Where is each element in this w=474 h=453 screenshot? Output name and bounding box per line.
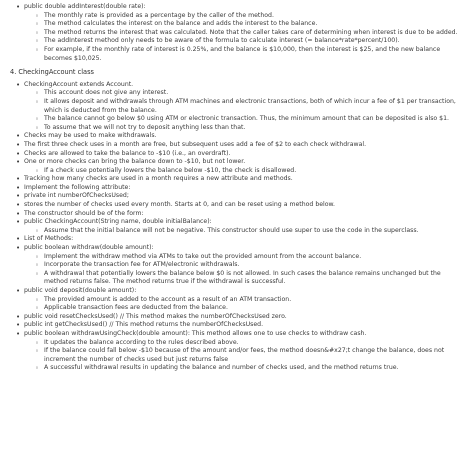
list-item: ◦ If the balance could fall below -$10 because of the amount and/or fees, the method doesn&#x27;t change the balance, does not increment the number of checks used but just returns false (10, 347, 466, 364)
get-checks-method: • public int getChecksUsed() // This method returns the numberOfChecksUsed. (10, 321, 466, 330)
list-item: • CheckingAccount extends Account. (10, 81, 466, 90)
list-item: ◦ Applicable transaction fees are deducted from the balance. (10, 304, 466, 313)
list-item: ◦ A successful withdrawal results in updating the balance and number of checks used, and the method returns true. (10, 364, 466, 373)
list-item: ◦ A withdrawal that potentially lowers the balance below $0 is not allowed. In such cases the balance remains unchanged but the method returns false. The method returns true if the withdrawal is successful. (10, 270, 466, 287)
withdraw-method: • public boolean withdraw(double amount): (10, 244, 466, 253)
list-item: • Checks are allowed to take the balance to -$10 (i.e., an overdraft). (10, 150, 466, 159)
list-item: ◦ To assume that we will not try to deposit anything less than that. (10, 124, 466, 133)
list-item: ◦ If a check use potentially lowers the balance below -$10, the check is disallowed. (10, 167, 466, 176)
list-item: ◦ The method returns the interest that was calculated. Note that the caller takes care of determining when interest is due to be added. (10, 29, 466, 38)
add-interest-method: • public double addInterest(double rate): (10, 3, 466, 12)
list-item: ◦ The method calculates the interest on the balance and adds the interest to the balance. (10, 20, 466, 29)
list-item: • Tracking how many checks are used in a month requires a new attribute and methods. (10, 175, 466, 184)
list-item: • Implement the following attribute: (10, 184, 466, 193)
list-item: ◦ It updates the balance according to the rules described above. (10, 339, 466, 348)
list-item: • List of Methods: (10, 235, 466, 244)
list-item: • public CheckingAccount(String name, double initialBalance): (10, 218, 466, 227)
list-item: • Checks may be used to make withdrawals. (10, 132, 466, 141)
list-item: ◦ The monthly rate is provided as a percentage by the caller of the method. (10, 12, 466, 21)
deposit-method: • public void deposit(double amount): (10, 287, 466, 296)
list-item: ◦ The addInterest method only needs to be aware of the formula to calculate interest (= balance*rate*percent/100). (10, 37, 466, 46)
withdraw-using-check-method: • public boolean withdrawUsingCheck(double amount): This method allows one to use checks to withdraw cash. (10, 330, 466, 339)
add-interest-section (10, 3, 466, 63)
list-item: ◦ Incorporate the transaction fee for ATM/electronic withdrawals. (10, 261, 466, 270)
reset-checks-method: • public void resetChecksUsed() // This method makes the numberOfChecksUsed zero. (10, 313, 466, 322)
list-item: • The first three check uses in a month are free, but subsequent uses add a fee of $2 to each check withdrawal. (10, 141, 466, 150)
list-item: ◦ It allows deposit and withdrawals through ATM machines and electronic transactions, both of which incur a fee of $1 per transaction, which is deducted from the balance. (10, 98, 466, 115)
list-item: ◦ This account does not give any interest. (10, 89, 466, 98)
checking-account-section (10, 81, 466, 373)
section-heading: 4. CheckingAccount class (10, 68, 94, 77)
list-item: • The constructor should be of the form: (10, 210, 466, 219)
list-item: • stores the number of checks used every month. Starts at 0, and can be reset using a method below. (10, 201, 466, 210)
list-item: ◦ The balance cannot go below $0 using ATM or electronic transaction. Thus, the minimum amount that can be deposited is also $1. (10, 115, 466, 124)
list-item: • private int numberOfChecksUsed; (10, 192, 466, 201)
list-item: ◦ Implement the withdraw method via ATMs to take out the provided amount from the account balance. (10, 253, 466, 262)
list-item: • One or more checks can bring the balance down to -$10, but not lower. (10, 158, 466, 167)
list-item: ◦ For example, if the monthly rate of interest is 0.25%, and the balance is $10,000, then the interest is $25, and the new balance becomes $10,025. (10, 46, 466, 63)
list-item: ◦ Assume that the initial balance will not be negative. This constructor should use super to use the code in the superclass. (10, 227, 466, 236)
list-item: ◦ The provided amount is added to the account as a result of an ATM transaction. (10, 296, 466, 305)
